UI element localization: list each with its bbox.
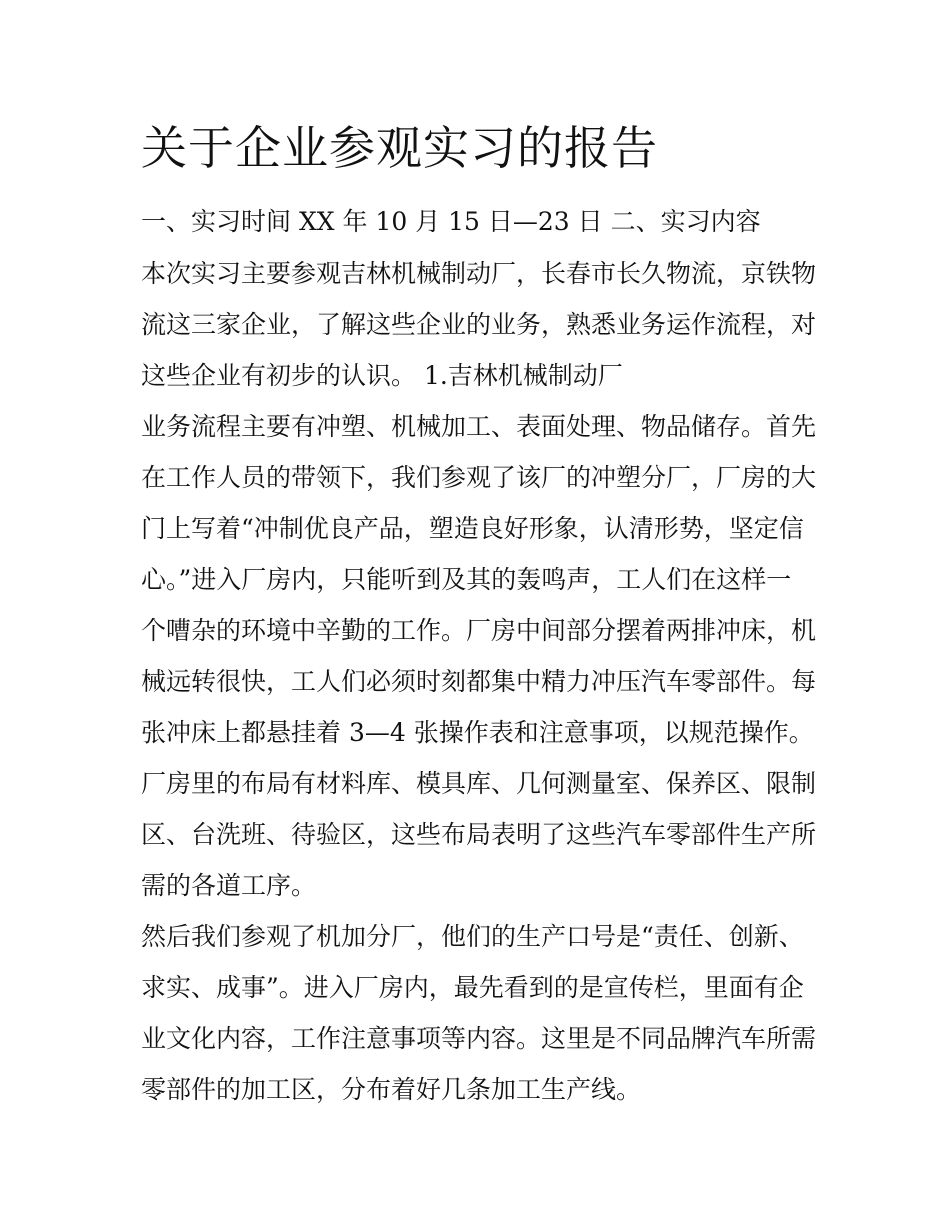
- document-title: 关于企业参观实习的报告: [141, 121, 658, 175]
- text-line: 本次实习主要参观吉林机械制动厂，长春市长久物流，京铁物: [141, 259, 817, 288]
- text-line: 求实、成事”。进入厂房内，最先看到的是宣传栏，里面有企: [141, 973, 804, 1002]
- text-line: 械远转很快，工人们必须时刻都集中精力冲压汽车零部件。每: [141, 667, 817, 696]
- text-line: 心。”进入厂房内，只能听到及其的轰鸣声，工人们在这样一: [141, 565, 792, 594]
- text-line: 这些企业有初步的认识。 1.吉林机械制动厂: [141, 361, 623, 390]
- text-line: 区、台洗班、待验区，这些布局表明了这些汽车零部件生产所: [141, 820, 817, 849]
- text-line: 需的各道工序。: [141, 871, 317, 900]
- text-line: 厂房里的布局有材料库、模具库、几何测量室、保养区、限制: [141, 769, 817, 798]
- text-line: 零部件的加工区，分布着好几条加工生产线。: [141, 1075, 642, 1104]
- text-line: 张冲床上都悬挂着 3—4 张操作表和注意事项，以规范操作。: [141, 718, 814, 747]
- text-line: 在工作人员的带领下，我们参观了该厂的冲塑分厂，厂房的大: [141, 463, 817, 492]
- text-line: 然后我们参观了机加分厂，他们的生产口号是“责任、创新、: [141, 922, 804, 951]
- text-line: 一、实习时间 XX 年 10 月 15 日—23 日 二、实习内容: [141, 207, 761, 236]
- text-line: 流这三家企业，了解这些企业的业务，熟悉业务运作流程，对: [141, 310, 817, 339]
- text-line: 个嘈杂的环境中辛勤的工作。厂房中间部分摆着两排冲床，机: [141, 616, 817, 645]
- text-line: 门上写着“冲制优良产品，塑造良好形象，认清形势，坚定信: [141, 514, 804, 543]
- text-line: 业务流程主要有冲塑、机械加工、表面处理、物品储存。首先: [141, 412, 817, 441]
- text-line: 业文化内容，工作注意事项等内容。这里是不同品牌汽车所需: [141, 1024, 817, 1053]
